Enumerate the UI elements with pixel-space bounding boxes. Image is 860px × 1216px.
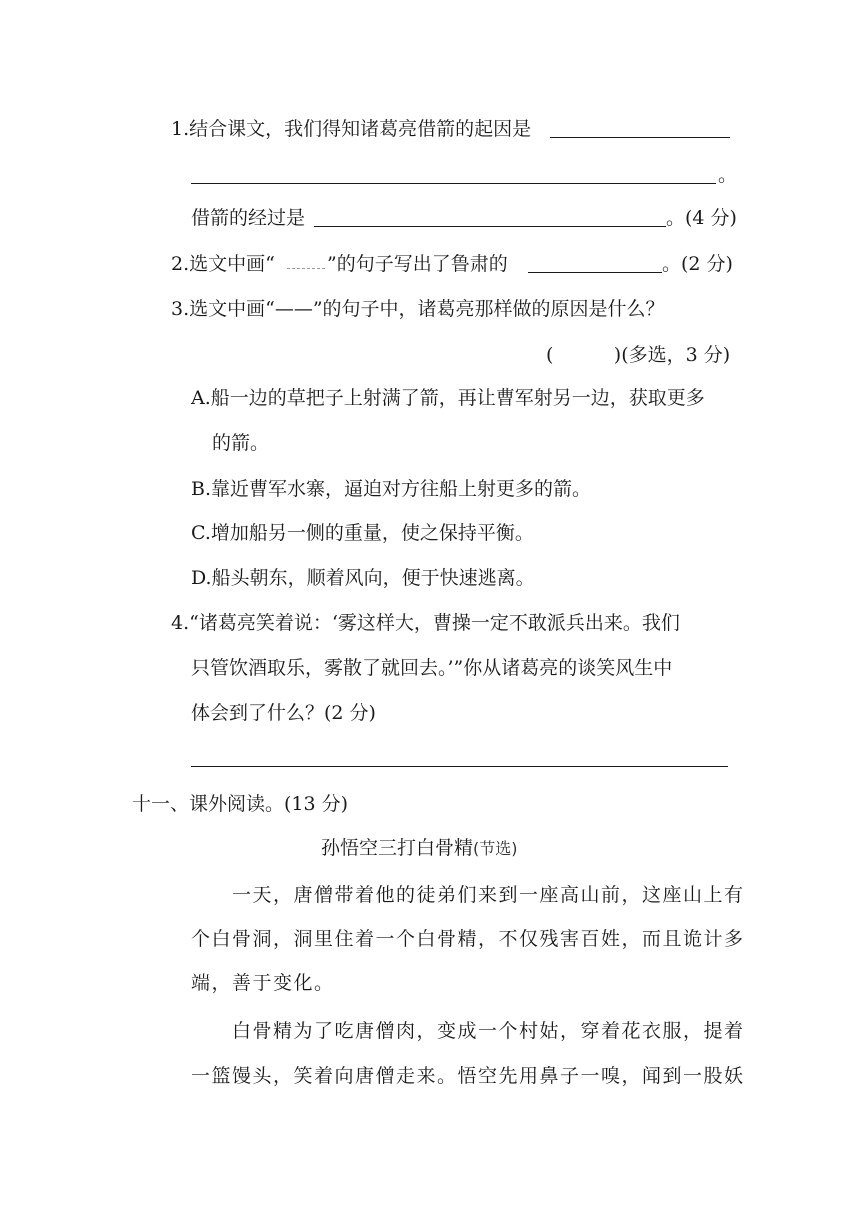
question-2-blank[interactable] — [528, 254, 662, 273]
wavy-underline-icon — [287, 254, 325, 269]
question-1-blank-c[interactable] — [314, 208, 666, 227]
option-c: C.增加船另一侧的重量，使之保持平衡。 — [191, 522, 534, 544]
question-2-text-end: ”的句子写出了鲁肃的 — [327, 253, 508, 275]
question-1-blank-b[interactable] — [191, 165, 716, 184]
reading-title-wrap — [321, 833, 518, 864]
option-a: A.船一边的草把子上射满了箭，再让曹军射另一边，获取更多 — [191, 387, 705, 409]
question-4-answer-line[interactable] — [191, 766, 728, 767]
paragraph-2-text-1: 白骨精为了吃唐僧肉，变成一个村姑，穿着花衣服，提着 — [232, 1020, 745, 1042]
question-3-text: 3.选文中画“——”的句子中，诸葛亮那样做的原因是什么？ — [171, 298, 665, 320]
question-1-process-label: 借箭的经过是 — [191, 207, 306, 229]
reading-title-note: (节选) — [473, 839, 518, 858]
question-1-score: 。(4 分) — [666, 207, 737, 229]
option-d: D.船头朝东，顺着风向，便于快速逃离。 — [191, 567, 535, 589]
question-3-answer-paren[interactable]: ( )(多选，3 分) — [546, 344, 731, 366]
section-11-heading: 十一、课外阅读。(13 分) — [132, 793, 349, 815]
paragraph-1-text-3: 端，善于变化。 — [191, 972, 335, 994]
paragraph-1-text-2: 个白骨洞，洞里住着一个白骨精，不仅残害百姓，而且诡计多 — [191, 928, 745, 950]
paragraph-2-text-2: 一篮馒头，笑着向唐僧走来。悟空先用鼻子一嗅，闻到一股妖 — [191, 1065, 745, 1087]
question-1-end-mark: 。 — [718, 164, 738, 186]
question-2-text-start: 2.选文中画“ — [171, 253, 275, 275]
question-4-text-3: 体会到了什么？(2 分) — [191, 702, 376, 724]
question-1-text: 1.结合课文，我们得知诸葛亮借箭的起因是 — [171, 118, 532, 140]
option-a-continued: 的箭。 — [212, 432, 270, 454]
reading-title: 孙悟空三打白骨精 — [321, 837, 474, 859]
option-b: B.靠近曹军水寨，逼迫对方往船上射更多的箭。 — [191, 478, 592, 500]
paragraph-1-text-1: 一天，唐僧带着他的徒弟们来到一座高山前，这座山上有 — [232, 884, 745, 906]
question-1-blank-a[interactable] — [550, 119, 730, 138]
question-2-score: 。(2 分) — [662, 253, 733, 275]
question-4-text-2: 只管饮酒取乐，雾散了就回去。’”你从诸葛亮的谈笑风生中 — [191, 657, 673, 679]
question-4-text-1: 4.“诸葛亮笑着说：‘雾这样大，曹操一定不敢派兵出来。我们 — [171, 612, 680, 634]
